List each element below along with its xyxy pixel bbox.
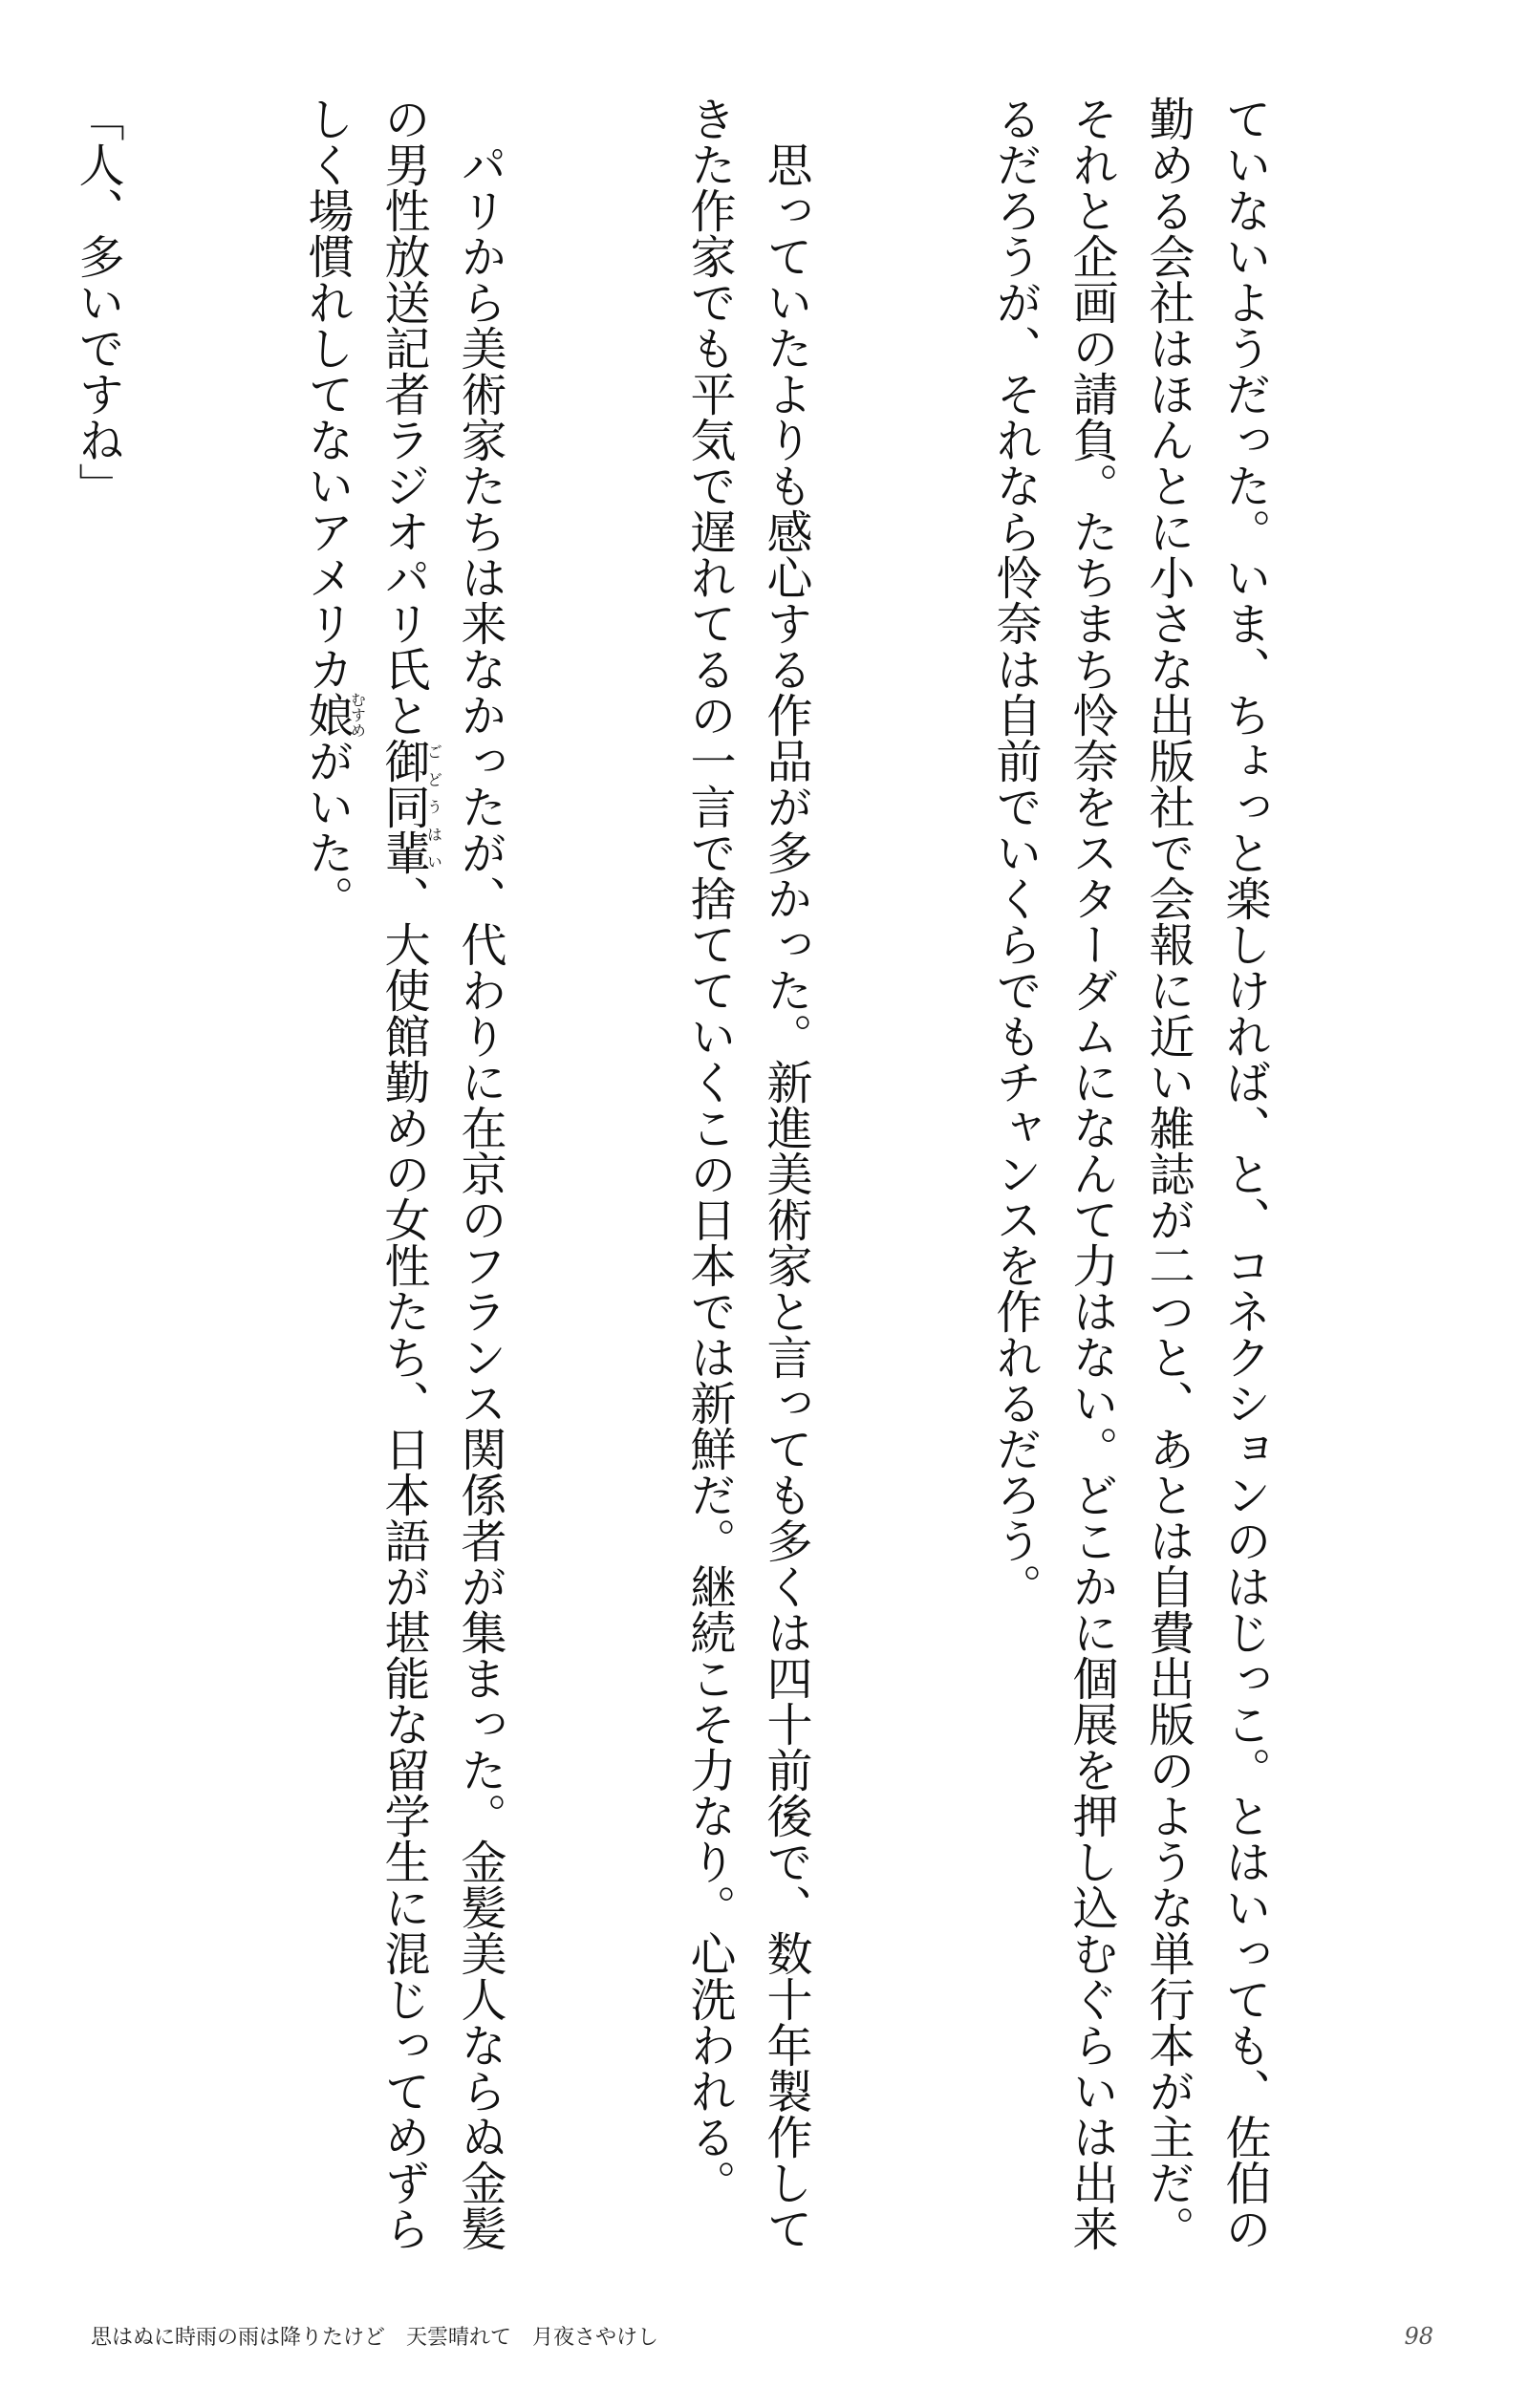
ruby-reading: むすめ — [348, 692, 367, 738]
vertical-body-text — [71, 96, 1435, 2284]
paragraph-3-part-b: 、大使館勤めの女性たち、日本語が堪能な留学生に混じってめずらしく場慣れしてないアメリカ — [300, 96, 430, 2251]
paragraph-3-part-c: がいた。 — [300, 738, 354, 921]
page-number: 98 — [1404, 2323, 1433, 2350]
paragraph-3 — [289, 96, 518, 2284]
paragraph-1: ていないようだった。いま、ちょっと楽しければ、と、コネクションのはじっこ。とはいっても、佐伯の勤める会社はほんとに小さな出版社で会報に近い雑誌が二つと、あとは自費出版のような単行本が主だ。それと企画の請負。たちまち怜奈をスターダムになんて力はない。どこかに個展を押し込むぐらいは出来るだろうが、それなら怜奈は自前でいくらでもチャンスを作れるだろう。 — [988, 96, 1271, 2251]
paragraph-3-part-a: パリから美術家たちは来なかったが、代わりに在京のフランス関係者が集まった。金髪美人ならぬ金髪の男性放送記者ラジオパリ氏と — [377, 96, 506, 2251]
ruby-musume — [300, 692, 367, 738]
ruby-base: 娘 — [300, 692, 354, 738]
running-footer-title: 思はぬに時雨の雨は降りたけど 天雲晴れて 月夜さやけし — [91, 2326, 659, 2350]
paragraph-2: 思っていたよりも感心する作品が多かった。新進美術家と言っても多くは四十前後で、数十年製作してきた作家でも平気で遅れてるの一言で捨てていくこの日本では新鮮だ。継続こそ力なり。心洗われる。 — [682, 96, 812, 2251]
ruby-godouhai — [377, 738, 443, 875]
dialogue-line-1: 「人、多いですね」 — [71, 96, 124, 508]
ruby-base: 御同輩 — [377, 738, 430, 875]
ruby-reading: ごどうはい — [424, 738, 443, 875]
